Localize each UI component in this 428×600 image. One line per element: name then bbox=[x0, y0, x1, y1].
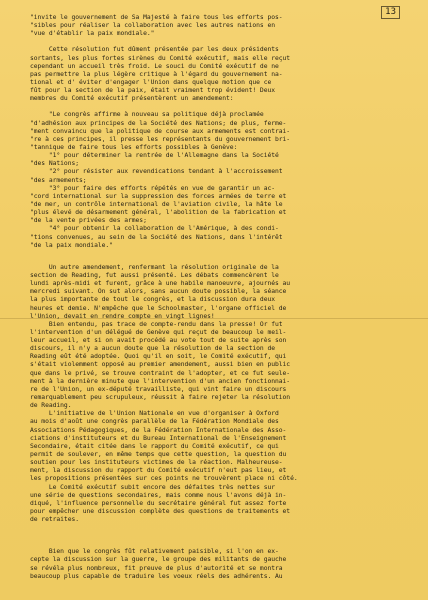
text-line: tional et d' éviter d'engager l'Union dans quelque motion que ce bbox=[30, 78, 272, 86]
text-line: "d'adhésion aux principes de la Société des Nations; de plus, ferme- bbox=[30, 119, 287, 127]
text-line: Associations Pédagogiques, de la Fédération Internationale des Asso- bbox=[30, 426, 287, 434]
text-line: "ment convaincu que la politique de course aux armements est contrai- bbox=[30, 127, 291, 135]
paragraph bbox=[30, 321, 402, 411]
text-line: remarquablement peu scrupuleux, réussit à faire rejeter la résolution bbox=[30, 394, 291, 402]
quoted-resolution bbox=[30, 111, 402, 249]
text-line: les propositions présentées sur ces points ne trouvèrent place ni côté. bbox=[30, 475, 298, 483]
text-line: diqué, l'influence personnelle du secrétaire général fut assez forte bbox=[30, 499, 287, 507]
text-line: "4° pour obtenir la collaboration de l'Amérique, à des condi- bbox=[30, 225, 279, 233]
text-line: "de la vente privées des armes; bbox=[30, 217, 147, 225]
page-number: 13 bbox=[381, 6, 400, 19]
paragraph-spacer bbox=[30, 103, 402, 111]
text-line: soutien pour les instituteurs victimes de la réaction. Malheureuse- bbox=[30, 459, 283, 467]
text-line: re de l'Union, un ex-député travailliste, qui vint faire un discours bbox=[30, 385, 287, 393]
text-line: Un autre amendement, renfermant la résolution originale de la bbox=[30, 263, 279, 271]
text-line: pas permettre la plus légère critique à l'égard du gouvernement na- bbox=[30, 70, 283, 78]
text-line: Bien entendu, pas trace de compte-rendu dans la presse! Or fut bbox=[30, 320, 283, 328]
paragraph bbox=[30, 548, 402, 581]
text-line: beaucoup plus capable de traduire les voeux réels des adhérents. Au bbox=[30, 572, 283, 580]
text-line: que dans le privé, se trouve contraint de l'adopter, et ce fut seule- bbox=[30, 369, 291, 377]
text-line: sortants, les plus fortes sirènes du Comité exécutif, mais elle reçut bbox=[30, 54, 291, 62]
paragraph bbox=[30, 264, 402, 321]
text-line: "invite le gouvernement de Sa Majesté à faire tous les efforts pos- bbox=[30, 14, 283, 21]
text-line: Reading eût été adoptée. Quoi qu'il en soit, le Comité exécutif, qui bbox=[30, 353, 287, 361]
text-line: heures et demie. N'empêche que le Schoolmaster, l'organe officiel de bbox=[30, 304, 287, 312]
text-line: Bien que le congrès fût relativement paisible, si l'on en ex- bbox=[30, 548, 279, 556]
text-line: membres du Comité exécutif présentèrent un amendement: bbox=[30, 95, 234, 103]
text-line: "vue d'établir la paix mondiale." bbox=[30, 30, 155, 38]
text-line: "plus élevé de désarmement général, l'abolition de la fabrication et bbox=[30, 209, 287, 217]
text-line: pour empêcher une discussion complète des questions de traitements et bbox=[30, 508, 291, 516]
text-line: s'était violemment opposé au premier amendement, aussi bien en public bbox=[30, 361, 291, 369]
text-line: se révéla plus nombreux, fit preuve de plus d'autorité et se montra bbox=[30, 564, 283, 572]
text-line: discours, il n'y a aucun doute que la résolution de la section de bbox=[30, 345, 276, 353]
text-line: L'initiative de l'Union Nationale en vue d'organiser à Oxford bbox=[30, 410, 279, 418]
text-line: ment, la discussion du rapport du Comité exécutif n'eut pas lieu, et bbox=[30, 467, 287, 475]
paragraph bbox=[30, 14, 402, 38]
paragraph bbox=[30, 46, 402, 103]
text-line: "de la paix mondiale." bbox=[30, 241, 113, 249]
text-line: lundi après-midi et furent, grâce à une habile manoeuvre, ajournés au bbox=[30, 280, 291, 288]
text-line: "1° pour déterminer la rentrée de l'Allemagne dans la Société bbox=[30, 152, 279, 160]
paragraph-spacer bbox=[30, 524, 402, 548]
text-line: de Reading. bbox=[30, 402, 72, 410]
text-line: cepte la discussion sur la guerre, le groupe des militants de gauche bbox=[30, 556, 287, 564]
text-line: de retraites. bbox=[30, 516, 80, 524]
text-line: "des armements; bbox=[30, 176, 87, 184]
text-line: Le Comité exécutif subit encore des défaites très nettes sur bbox=[30, 483, 276, 491]
text-line: ciations d'instituteurs et du Bureau International de l'Enseignement bbox=[30, 434, 287, 442]
text-line: "re à ces principes, il presse les représentants du gouvernement bri- bbox=[30, 135, 291, 143]
text-line: la plus importante de tout le congrès, et la discussion dura deux bbox=[30, 296, 276, 304]
text-line: Secondaire, était citée dans le rapport du Comité exécutif, ce qui bbox=[30, 442, 279, 450]
text-line: leur accueil, et si on avait procédé au vote tout de suite après son bbox=[30, 337, 287, 345]
text-line: "2° pour résister aux revendications tendant à l'accroissement bbox=[30, 168, 283, 176]
text-line: l'intervention d'un délégué de Genève qui reçut de beaucoup le meil- bbox=[30, 328, 287, 336]
text-line: section de Reading, fut aussi présenté. Les débats commencèrent le bbox=[30, 271, 279, 279]
text-line: "sibles pour réaliser la collaboration avec les autres nations en bbox=[30, 22, 276, 30]
text-line: permit de soulever, en même temps que cette question, la question du bbox=[30, 451, 287, 459]
text-line: "tannique de faire tous les efforts possibles à Genève: bbox=[30, 143, 238, 151]
text-line: cependant un accueil très froid. Le souci du Comité exécutif de ne bbox=[30, 62, 279, 70]
paragraph bbox=[30, 410, 402, 524]
text-line: "cord international sur la suppression des forces armées de terre et bbox=[30, 192, 287, 200]
text-line: fût pour la section de la paix, était vraiment trop évident! Deux bbox=[30, 87, 276, 95]
text-line: "tions convenues, au sein de la Société des Nations, dans l'intérêt bbox=[30, 233, 283, 241]
text-line: Cette résolution fut dûment présentée par les deux présidents bbox=[30, 46, 279, 54]
text-line: "de mer, un contrôle international de l'aviation civile, la hâte le bbox=[30, 200, 283, 208]
text-line: "des Nations; bbox=[30, 160, 80, 168]
text-line: "3° pour faire des efforts répétés en vue de garantir un ac- bbox=[30, 184, 276, 192]
text-line: ment à la dernière minute que l'intervention d'un ancien fonctionnai- bbox=[30, 377, 291, 385]
text-line: l'Union, devait en rendre compte en vingt lignes! bbox=[30, 312, 215, 320]
paragraph-spacer bbox=[30, 38, 402, 46]
text-line: une série de questions secondaires, mais comme nous l'avons déjà in- bbox=[30, 491, 287, 499]
text-line: au mois d'août une congrès parallèle de la Fédération Mondiale des bbox=[30, 418, 279, 426]
text-line: "Le congrès affirme à nouveau sa politique déjà proclamée bbox=[30, 111, 264, 119]
text-line: mercredi suivant. On sut alors, sans aucun doute possible, la séance bbox=[30, 288, 287, 296]
paragraph-spacer bbox=[30, 250, 402, 264]
document-body bbox=[30, 14, 402, 581]
